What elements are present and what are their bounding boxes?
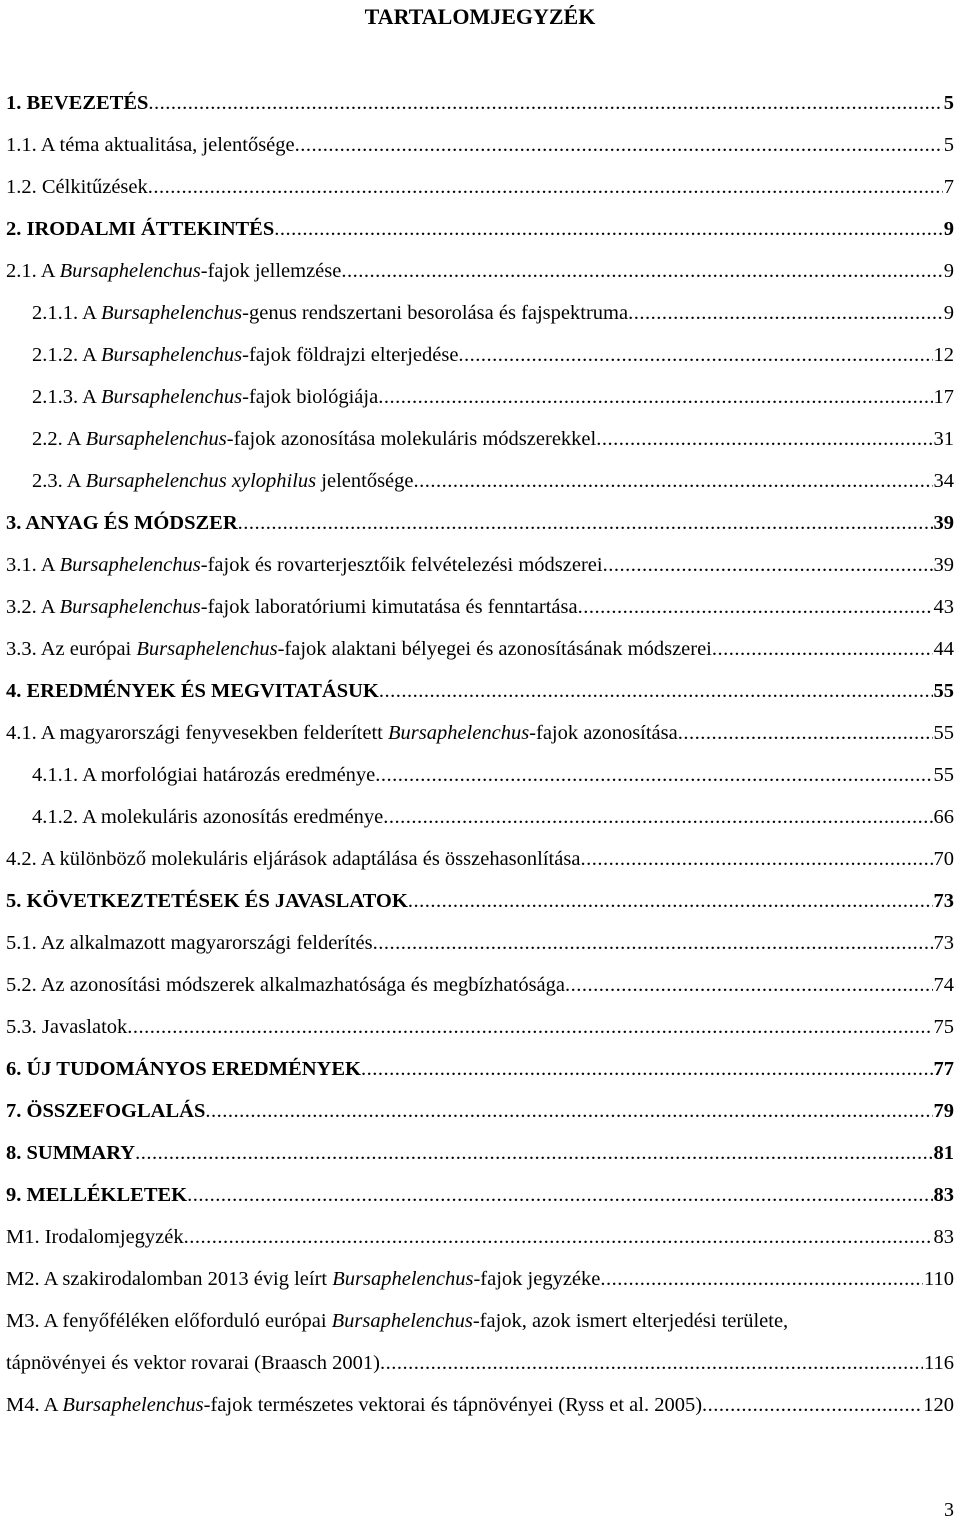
- toc-entry-number: 2.1.1.: [32, 302, 79, 324]
- toc-entry[interactable]: [32, 342, 954, 368]
- toc-entry-label: ANYAG ÉS MÓDSZER: [25, 512, 238, 534]
- toc-entry-label: A: [82, 302, 101, 324]
- dot-leader: [628, 300, 943, 326]
- toc-entry-label: KÖVETKEZTETÉSEK ÉS JAVASLATOK: [26, 890, 408, 912]
- toc-entry-label: Az alkalmazott magyarországi felderítés: [40, 932, 373, 954]
- toc-entry-italic: Bursaphelenchus: [387, 722, 530, 744]
- dot-leader: [378, 384, 932, 410]
- toc-entry-text: [6, 1140, 135, 1166]
- toc-entry-page: 44: [933, 638, 954, 660]
- dot-leader: [596, 426, 932, 452]
- toc-entry[interactable]: [6, 594, 954, 620]
- toc-entry-page: 12: [933, 344, 954, 366]
- toc-entry-text: [6, 1182, 187, 1208]
- dot-leader: [702, 1392, 922, 1418]
- toc-entry-page: 74: [933, 974, 954, 996]
- toc-entry-italic: Bursaphelenchus: [136, 638, 278, 660]
- toc-entry-number: M1.: [6, 1226, 40, 1248]
- toc-entry-label: A: [66, 470, 86, 492]
- toc-entry-label: A: [43, 1394, 63, 1416]
- toc-entry-page: 116: [924, 1352, 954, 1374]
- toc-entry-page: 9: [943, 302, 954, 324]
- toc-entry-number: 2.2.: [32, 428, 63, 450]
- toc-entry-page: 43: [933, 596, 954, 618]
- toc-entry-italic: Bursaphelenchus: [100, 344, 243, 366]
- toc-entry-italic: Bursaphelenchus: [59, 260, 201, 282]
- dot-leader: [580, 846, 932, 872]
- toc-entry-label: -fajok azonosítása molekuláris módszerekkel: [226, 428, 597, 450]
- toc-entry-label: -fajok földrajzi elterjedése: [242, 344, 459, 366]
- toc-entry-italic: Bursaphelenchus: [100, 302, 243, 324]
- toc-entry-text: [32, 468, 414, 494]
- dot-leader: [408, 888, 933, 914]
- toc-entry-page: 70: [933, 848, 954, 870]
- toc-entry-label: A fenyőféléken előforduló európai: [43, 1310, 332, 1332]
- toc-entry-italic: Bursaphelenchus: [59, 596, 201, 618]
- dot-leader: [565, 972, 932, 998]
- toc-entry-italic: Bursaphelenchus: [332, 1268, 474, 1290]
- toc-entry-text: [32, 762, 375, 788]
- toc-entry-number: 3.3.: [6, 638, 37, 660]
- toc-entry-label: Az azonosítási módszerek alkalmazhatósága és megbízhatósága: [40, 974, 566, 996]
- toc-entry-number: 2.: [6, 218, 22, 240]
- dot-leader: [127, 1014, 932, 1040]
- toc-entry[interactable]: [32, 762, 954, 788]
- toc-entry-number: 5.2.: [6, 974, 37, 996]
- toc-entry-label: Irodalomjegyzék: [44, 1226, 184, 1248]
- toc-entry-page: 75: [933, 1016, 954, 1038]
- toc-entry-italic: Bursaphelenchus: [100, 386, 243, 408]
- dot-leader: [187, 1182, 932, 1208]
- toc-entry-label: IRODALMI ÁTTEKINTÉS: [26, 218, 275, 240]
- toc-entry-label: jelentősége: [316, 470, 414, 492]
- toc-entry[interactable]: [32, 384, 954, 410]
- toc-entry-label: -fajok jellemzése: [200, 260, 342, 282]
- toc-entry-text: [6, 1350, 380, 1376]
- toc-entry-text: [6, 174, 148, 200]
- toc-entry-italic: Bursaphelenchus: [59, 554, 201, 576]
- toc-entry-text: [6, 1056, 361, 1082]
- toc-title: TARTALOMJEGYZÉK: [364, 4, 596, 29]
- toc-entry-page: 55: [933, 764, 954, 786]
- toc-entry-label: -fajok azonosítása: [529, 722, 678, 744]
- toc-entry-label: MELLÉKLETEK: [26, 1184, 188, 1206]
- toc-entry[interactable]: [6, 1392, 954, 1418]
- toc-entry-number: 8.: [6, 1142, 22, 1164]
- toc-entry-label: Javaslatok: [41, 1016, 128, 1038]
- toc-entry-text: [6, 510, 238, 536]
- dot-leader: [383, 804, 932, 830]
- toc-entry-label: ÚJ TUDOMÁNYOS EREDMÉNYEK: [26, 1058, 361, 1080]
- toc-entry-label: A: [40, 260, 60, 282]
- toc-entry-number: 5.3.: [6, 1016, 37, 1038]
- toc-entry-number: 4.: [6, 680, 22, 702]
- dot-leader: [361, 1056, 933, 1082]
- toc-entry-label: -fajok természetes vektorai és tápnövényei (Ryss et al. 2005): [203, 1394, 703, 1416]
- toc-entry-label: -genus rendszertani besorolása és fajspektruma: [242, 302, 629, 324]
- toc-entry-number: 1.2.: [6, 176, 37, 198]
- toc-entry-page: 83: [933, 1226, 954, 1248]
- toc-entry[interactable]: [32, 468, 954, 494]
- toc-entry-text: [6, 90, 148, 116]
- toc-entry-page: 7: [943, 176, 954, 198]
- toc-entry[interactable]: [6, 1140, 954, 1166]
- toc-entry-page: 9: [943, 218, 954, 240]
- toc-entry[interactable]: [6, 720, 954, 746]
- toc-entry-label: A szakirodalomban 2013 évig leírt: [43, 1268, 333, 1290]
- toc-entry-label: A: [40, 596, 60, 618]
- toc-entry-label: ÖSSZEFOGLALÁS: [26, 1100, 206, 1122]
- toc-entry-text: [6, 846, 580, 872]
- toc-entry-page: 81: [933, 1142, 954, 1164]
- dot-leader: [205, 1098, 932, 1124]
- toc-entry-number: 9.: [6, 1184, 22, 1206]
- toc-entry[interactable]: [6, 930, 954, 956]
- toc-entry-italic: Bursaphelenchus: [331, 1310, 473, 1332]
- dot-leader: [373, 930, 933, 956]
- toc-entry-text: [32, 804, 383, 830]
- toc-entry-label: A: [66, 428, 86, 450]
- toc-entry-text: [6, 1014, 127, 1040]
- toc-entry[interactable]: [6, 132, 954, 158]
- toc-entry[interactable]: [6, 510, 954, 536]
- toc-entry-label: tápnövényei és vektor rovarai (Braasch 2001): [6, 1352, 380, 1374]
- toc-entry-label: A: [82, 386, 101, 408]
- toc-entry-label: BEVEZETÉS: [26, 92, 149, 114]
- dot-leader: [678, 720, 933, 746]
- toc-entry-label: -fajok és rovarterjesztőik felvételezési módszerei: [200, 554, 603, 576]
- toc-entry-text: [6, 888, 408, 914]
- toc-entry-text: [6, 552, 603, 578]
- toc-entry[interactable]: [6, 258, 954, 284]
- toc-entry[interactable]: [6, 888, 954, 914]
- dot-leader: [600, 1266, 923, 1292]
- toc-entry[interactable]: [6, 1350, 954, 1376]
- toc-entry[interactable]: [6, 90, 954, 116]
- dot-leader: [238, 510, 933, 536]
- toc-entry-text: [6, 1266, 600, 1292]
- toc-entry-number: 3.: [6, 512, 22, 534]
- toc-entry-label: EREDMÉNYEK ÉS MEGVITATÁSUK: [26, 680, 379, 702]
- toc-entry[interactable]: [6, 1182, 954, 1208]
- toc-entry[interactable]: [32, 426, 954, 452]
- dot-leader: [414, 468, 933, 494]
- toc-entry-label: A molekuláris azonosítás eredménye: [82, 806, 384, 828]
- toc-entry-page: 79: [933, 1100, 954, 1122]
- toc-entry-label: -fajok jegyzéke: [473, 1268, 601, 1290]
- toc-entry-number: 3.1.: [6, 554, 37, 576]
- toc-entry-label: A morfológiai határozás eredménye: [82, 764, 376, 786]
- toc-entry-text: [6, 636, 712, 662]
- dot-leader: [375, 762, 932, 788]
- toc-entry-label: A: [40, 554, 60, 576]
- toc-entry-label: -fajok, azok ismert elterjedési területe,: [472, 1310, 789, 1332]
- toc-entry-text: [6, 972, 565, 998]
- toc-entry-label: A különböző molekuláris eljárások adaptálása és összehasonlítása: [40, 848, 581, 870]
- toc-entry-number: 4.1.2.: [32, 806, 79, 828]
- toc-entry-page: 83: [933, 1184, 954, 1206]
- toc-entry[interactable]: [6, 846, 954, 872]
- toc-entry-label: A téma aktualitása, jelentősége: [40, 134, 295, 156]
- toc-entry-text: [6, 1224, 184, 1250]
- toc-entry[interactable]: [6, 1266, 954, 1292]
- toc-entry-text: [6, 1098, 205, 1124]
- toc-entry[interactable]: [6, 216, 954, 242]
- toc-entry-number: 6.: [6, 1058, 22, 1080]
- toc-entry-text: [6, 216, 274, 242]
- toc-entry[interactable]: [6, 636, 954, 662]
- toc-entry-text: [6, 1310, 788, 1332]
- dot-leader: [578, 594, 933, 620]
- toc-entry[interactable]: [6, 972, 954, 998]
- toc-entry-number: 5.: [6, 890, 22, 912]
- toc-entry-number: 4.1.1.: [32, 764, 79, 786]
- toc-entry-number: 4.2.: [6, 848, 37, 870]
- toc-entry-number: 1.: [6, 92, 22, 114]
- toc-entry-label: -fajok biológiája: [242, 386, 379, 408]
- toc-entry-text: [32, 300, 628, 326]
- toc-entry-number: 2.3.: [32, 470, 63, 492]
- dot-leader: [135, 1140, 932, 1166]
- dot-leader: [458, 342, 932, 368]
- toc-entry-page: 9: [943, 260, 954, 282]
- toc-entry-number: 2.1.: [6, 260, 37, 282]
- dot-leader: [274, 216, 942, 242]
- toc-entry[interactable]: [6, 1098, 954, 1124]
- toc-entry-label: A magyarországi fenyvesekben felderített: [40, 722, 388, 744]
- toc-entry-number: M4.: [6, 1394, 40, 1416]
- toc-entry-italic: Bursaphelenchus: [85, 428, 227, 450]
- toc-entry[interactable]: [6, 678, 954, 704]
- toc-entry-italic: Bursaphelenchus xylophilus: [85, 470, 317, 492]
- toc-entry-page: 39: [933, 554, 954, 576]
- toc-entry-text: [6, 132, 295, 158]
- toc-entry-number: M2.: [6, 1268, 40, 1290]
- toc-entry-page: 5: [943, 92, 954, 114]
- dot-leader: [380, 1350, 923, 1376]
- toc-entry-label: Az európai: [40, 638, 137, 660]
- toc-entry-label: SUMMARY: [26, 1142, 136, 1164]
- toc-entry-page: 77: [933, 1058, 954, 1080]
- toc-entry-text: [32, 384, 378, 410]
- toc-entry[interactable]: [6, 1014, 954, 1040]
- toc-entry-page: 55: [933, 680, 954, 702]
- toc-entry-number: 4.1.: [6, 722, 37, 744]
- dot-leader: [379, 678, 933, 704]
- toc-entry-page: 17: [933, 386, 954, 408]
- dot-leader: [712, 636, 933, 662]
- toc-entry-number: 5.1.: [6, 932, 37, 954]
- toc-entry-page: 120: [923, 1394, 954, 1416]
- page-number: 3: [944, 1499, 954, 1521]
- toc-entry[interactable]: [32, 300, 954, 326]
- toc-entry-number: 1.1.: [6, 134, 37, 156]
- toc-entry-number: 2.1.3.: [32, 386, 79, 408]
- toc-entry-text: [6, 1392, 702, 1418]
- toc-entry-number: 3.2.: [6, 596, 37, 618]
- toc-entry[interactable]: [6, 174, 954, 200]
- toc-entry-label: Célkitűzések: [41, 176, 148, 198]
- toc-entry[interactable]: [6, 1056, 954, 1082]
- toc-entry-text: [6, 720, 678, 746]
- toc-entry-text: [6, 594, 578, 620]
- toc-entry-label: A: [82, 344, 101, 366]
- toc-entry-page: 31: [933, 428, 954, 450]
- toc-entry-page: 5: [943, 134, 954, 156]
- dot-leader: [603, 552, 933, 578]
- toc-entry-page: 34: [933, 470, 954, 492]
- dot-leader: [184, 1224, 933, 1250]
- toc-entry-page: 55: [933, 722, 954, 744]
- toc-entry-number: 7.: [6, 1100, 22, 1122]
- toc-entry[interactable]: [6, 1308, 788, 1334]
- toc-entry[interactable]: [6, 552, 954, 578]
- toc-entry-label: -fajok laboratóriumi kimutatása és fenntartása: [200, 596, 578, 618]
- toc-entry-label: -fajok alaktani bélyegei és azonosításának módszerei: [277, 638, 712, 660]
- toc-entry[interactable]: [6, 1224, 954, 1250]
- toc-entry-number: 2.1.2.: [32, 344, 79, 366]
- toc-entry-text: [6, 678, 379, 704]
- dot-leader: [148, 174, 943, 200]
- toc-entry-page: 73: [933, 890, 954, 912]
- toc-entry-number: M3.: [6, 1310, 40, 1332]
- toc-entry-page: 73: [933, 932, 954, 954]
- dot-leader: [148, 90, 942, 116]
- toc-entry-text: [6, 930, 373, 956]
- toc-entry-text: [32, 342, 458, 368]
- dot-leader: [295, 132, 943, 158]
- toc-entry-text: [32, 426, 596, 452]
- toc-entry-page: 39: [933, 512, 954, 534]
- toc-entry-italic: Bursaphelenchus: [62, 1394, 204, 1416]
- toc-entry-page: 110: [924, 1268, 954, 1290]
- dot-leader: [341, 258, 942, 284]
- toc-entry-text: [6, 258, 341, 284]
- toc-entry-page: 66: [933, 806, 954, 828]
- toc-entry[interactable]: [32, 804, 954, 830]
